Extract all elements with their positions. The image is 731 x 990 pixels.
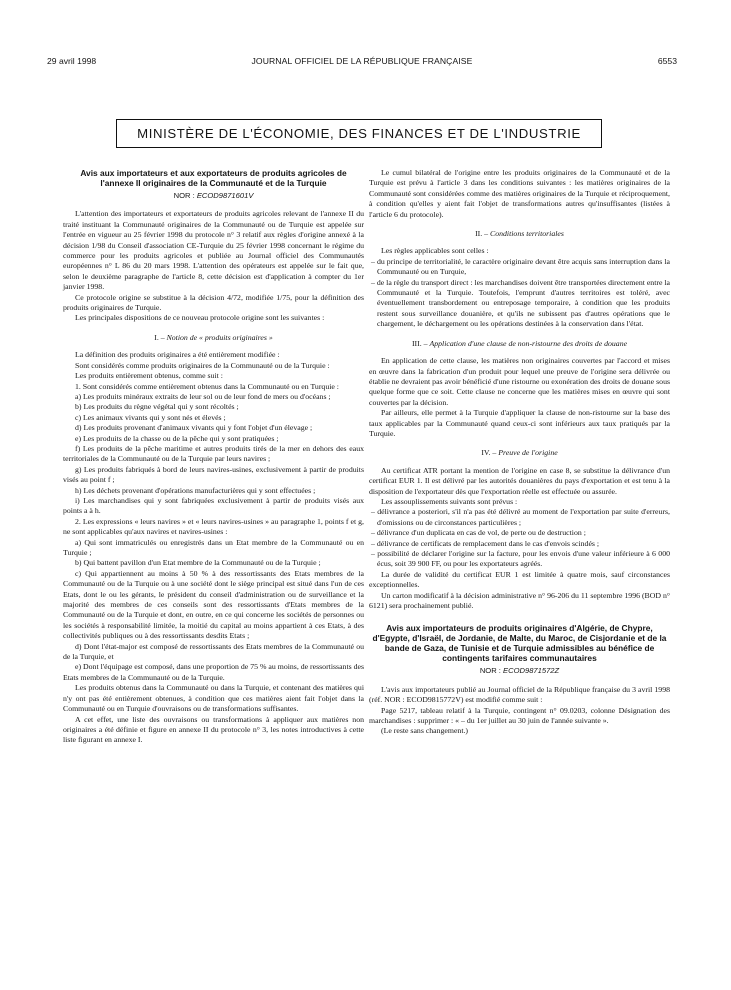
section-title: Preuve de l'origine xyxy=(498,448,558,458)
paragraph: En application de cette clause, les matières non originaires couvertes par l'accord et mises en œuvre dans la fabrication d'un produit pour lequel une preuve de l'origine sera délivrée ou établie ne devraient pas avoir bénéficié d'une ristourne ou exonération des droits de douane sous quelque forme que ce soit. Cette clause ne concerne que les matières mises en œuvre qui sont couvertes par la décision. xyxy=(369,356,670,407)
avis-intro xyxy=(63,209,364,323)
paragraph: Sont considérés comme produits originaires de la Communauté ou de la Turquie : xyxy=(75,360,330,370)
page-date: 29 avril 1998 xyxy=(47,56,97,66)
list-item: – du principe de territorialité, le caractère originaire devant être acquis sans interruption dans la Communauté ou en Turquie, xyxy=(371,256,670,277)
paragraph: Par ailleurs, elle permet à la Turquie d'appliquer la clause de non-ristourne sur la base des taux applicables par la Communauté quand ceux-ci sont inférieurs aux taux pratiqués par la Turquie. xyxy=(369,408,670,438)
list-item: – délivrance de certificats de remplacement dans le cas d'envois scindés ; xyxy=(371,538,600,548)
paragraph: Les principales dispositions de ce nouveau protocole origine sont les suivantes : xyxy=(75,313,325,323)
paragraph: La durée de validité du certificat EUR 1 est limitée à quatre mois, sauf circonstances exceptionnelles. xyxy=(369,569,670,590)
paragraph: e) Les produits de la chasse ou de la pêche qui y sont pratiquées ; xyxy=(75,433,279,443)
paragraph: i) Les marchandises qui y sont fabriquées exclusivement à partir de produits visés aux points a à h. xyxy=(63,495,364,516)
section-number: I. – xyxy=(154,332,167,342)
cumul-paragraph: Le cumul bilatéral de l'origine entre les produits originaires de la Communauté et de la Turquie est prévu à l'article 3 dans les conditions suivantes : les matières originaires de la Communauté sont considérées comme des matières originaires de la Turquie et réciproquement, à condition qu'elles y aient fait l'objet de transformations autres qu'insuffisantes (listées à l'article 6 du protocole). xyxy=(369,168,670,219)
section-heading xyxy=(369,229,670,239)
paragraph: A cet effet, une liste des ouvraisons ou transformations à appliquer aux matières non originaires a été définie et figure en annexe II du protocole n° 3, les notes introductives à cette liste figurant en annexe I. xyxy=(63,714,364,745)
paragraph: a) Qui sont immatriculés ou enregistrés dans un Etat membre de la Communauté ou en Turquie ; xyxy=(63,537,364,557)
paragraph: Les assouplissements suivants sont prévus : xyxy=(381,496,518,506)
paragraph: 2. Les expressions « leurs navires » et « leurs navires-usines » au paragraphe 1, points f et g, ne sont applicables qu'aux navires et navires-usines : xyxy=(63,516,364,537)
paragraph: a) Les produits minéraux extraits de leur sol ou de leur fond de mers ou d'océans ; xyxy=(75,391,331,401)
avis-title: Avis aux importateurs de produits originaires d'Algérie, de Chypre, d'Egypte, d'Israël, de Jordanie, de Malte, du Maroc, de Cisjordanie et de la bande de Gaza, de Tunisie et de Turquie admissibles au bénéfice de contingents tarifaires communautaires xyxy=(372,623,667,664)
section-number: II. – xyxy=(475,229,491,239)
avis-body xyxy=(369,685,670,737)
page-header xyxy=(47,56,677,70)
list-item: – possibilité de déclarer l'origine sur la facture, pour les envois d'une valeur inférieure à 6 000 écus, soit 39 900 FF, ou pour les exportateurs agréés. xyxy=(371,549,670,569)
page-number: 6553 xyxy=(657,56,677,66)
nor-code: ECOD9871572Z xyxy=(503,666,560,676)
section-title: Conditions territoriales xyxy=(490,229,564,239)
nor-reference xyxy=(369,666,670,676)
paragraph: b) Qui battent pavillon d'un Etat membre de la Communauté ou de la Turquie ; xyxy=(75,558,321,568)
section-title: Notion de « produits originaires » xyxy=(166,332,273,342)
nor-reference xyxy=(63,191,364,201)
list-item: – délivrance a posteriori, s'il n'a pas été délivré au moment de l'exportation par suite d'erreurs, d'omissions ou de circonstances particulières ; xyxy=(371,507,670,527)
section-heading xyxy=(369,448,670,458)
avis-sections xyxy=(63,333,364,746)
paragraph: L'avis aux importateurs publié au Journal officiel de la République française du 3 avril 1998 (réf. NOR : ECOD9815772V) est modifié comme suit : xyxy=(369,684,670,705)
paragraph: f) Les produits de la pêche maritime et autres produits tirés de la mer en dehors des eaux territoriales de la Communauté ou de la Turquie par leurs navires ; xyxy=(63,443,364,464)
right-column xyxy=(369,168,670,737)
paragraph: La définition des produits originaires a été entièrement modifiée : xyxy=(75,350,280,360)
avis-title: Avis aux importateurs et aux exportateurs de produits agricoles de l'annexe II originaires de la Communauté et de la Turquie xyxy=(80,168,347,188)
paragraph: L'attention des importateurs et exportateurs de produits agricoles relevant de l'annexe II du traité instituant la Communauté originaires de la Communauté ou de Turquie est appelée sur l'entrée en vigueur au 25 février 1998 du protocole n° 3 relatif aux règles d'origine annexé à la décision 1/98 du Conseil d'association CE-Turquie du 25 février 1998 concernant le régime du commerce pour les produits agricoles et publiée au Journal officiel des Communautés européennes n° L 86 du 20 mars 1998. L'attention des opérateurs est appelée sur le fait que, selon le deuxième paragraphe de l'article 8, cette décision est d'application à compter du 1er janvier 1998. xyxy=(63,209,364,292)
paragraph: Les produits entièrement obtenus, comme suit : xyxy=(75,371,223,381)
paragraph: Ce protocole origine se substitue à la décision 4/72, modifiée 1/75, pour la définition des produits originaires de Turquie. xyxy=(63,292,364,313)
paragraph: Au certificat ATR portant la mention de l'origine en case 8, se substitue la délivrance d'un certificat EUR 1. Il est délivré par les autorités douanières du pays d'exportation et est tenu à la disposition de l'exportateur dès que l'exportation réelle est effectuée ou assurée. xyxy=(369,465,670,496)
paragraph: b) Les produits du règne végétal qui y sont récoltés ; xyxy=(75,402,239,412)
paragraph: 1. Sont considérés comme entièrement obtenus dans la Communauté ou en Turquie : xyxy=(75,381,339,391)
paragraph: e) Dont l'équipage est composé, dans une proportion de 75 % au moins, de ressortissants des Etats membres de la Communauté ou de la Turquie. xyxy=(63,662,364,682)
list-item: – de la règle du transport direct : les marchandises doivent être transportées directement entre la Communauté et la Turquie. Toutefois, l'emprunt d'autres territoires est toléré, avec éventuellement transbordement ou entreposage temporaire, à condition que les produits restent sous surveillance douanière, et qu'ils ne subissent pas d'autres opérations que le chargement, le déchargement ou les opérations destinées à la conservation dans l'état. xyxy=(371,277,670,329)
list-item: – délivrance d'un duplicata en cas de vol, de perte ou de destruction ; xyxy=(371,528,586,538)
section-number: IV. – xyxy=(481,448,499,458)
paragraph: c) Les animaux vivants qui y sont nés et élevés ; xyxy=(75,412,226,422)
paragraph: Page 5217, tableau relatif à la Turquie, contingent n° 09.0203, colonne Désignation des marchandises : supprimer : « – du 1er juillet au 30 juin de l'année suivante ». xyxy=(369,705,670,726)
left-column xyxy=(63,168,364,746)
paragraph: d) Dont l'état-major est composé de ressortissants des Etats membres de la Communauté ou de la Turquie, et xyxy=(63,641,364,662)
journal-title: JOURNAL OFFICIEL DE LA RÉPUBLIQUE FRANÇAISE xyxy=(251,56,473,66)
paragraph: Les produits obtenus dans la Communauté ou dans la Turquie, et contenant des matières qui n'y ont pas été entièrement obtenues, à condition que ces matières aient fait l'objet dans la Communauté ou en Turquie d'ouvraisons ou de transformations suffisantes. xyxy=(63,683,364,714)
paragraph: h) Les déchets provenant d'opérations manufacturières qui y sont effectuées ; xyxy=(75,485,316,495)
ministry-banner: MINISTÈRE DE L'ÉCONOMIE, DES FINANCES ET DE L'INDUSTRIE xyxy=(116,119,602,148)
paragraph: (Le reste sans changement.) xyxy=(381,726,469,736)
nor-label: NOR : xyxy=(173,191,197,200)
right-sections xyxy=(369,229,670,611)
nor-code: ECOD9871601V xyxy=(196,191,254,200)
section-title: Application d'une clause de non-ristourne des droits de douane xyxy=(429,338,628,348)
nor-label: NOR : xyxy=(479,666,504,676)
paragraph: d) Les produits provenant d'animaux vivants qui y font l'objet d'un élevage ; xyxy=(75,423,313,433)
paragraph: c) Qui appartiennent au moins à 50 % à des ressortissants des Etats membres de la Communauté ou de la Turquie ou à une société dont le siège principal est situé dans l'un de ces Etats, dont le ou les gérants, le président du conseil d'administration ou de surveillance et la majorité des membres de ces conseils sont des ressortissants d'Etats membres de la Communauté ou de la Turquie et dont, en outre, en ce qui concerne les sociétés de personnes ou les sociétés à responsabilité limitée, la moitié du capital au moins appartient à ces Etats, à des collectivités publiques ou à des ressortissants desdits Etats ; xyxy=(63,568,364,641)
section-heading xyxy=(63,333,364,343)
paragraph: Les règles applicables sont celles : xyxy=(381,246,489,256)
paragraph: g) Les produits fabriqués à bord de leurs navires-usines, exclusivement à partir de produits visés au point f ; xyxy=(63,464,364,485)
section-number: III. – xyxy=(411,338,430,348)
paragraph: Un carton modificatif à la décision administrative n° 96-206 du 11 septembre 1996 (BOD n° 6121) sera prochainement publié. xyxy=(369,590,670,611)
section-heading xyxy=(369,339,670,349)
